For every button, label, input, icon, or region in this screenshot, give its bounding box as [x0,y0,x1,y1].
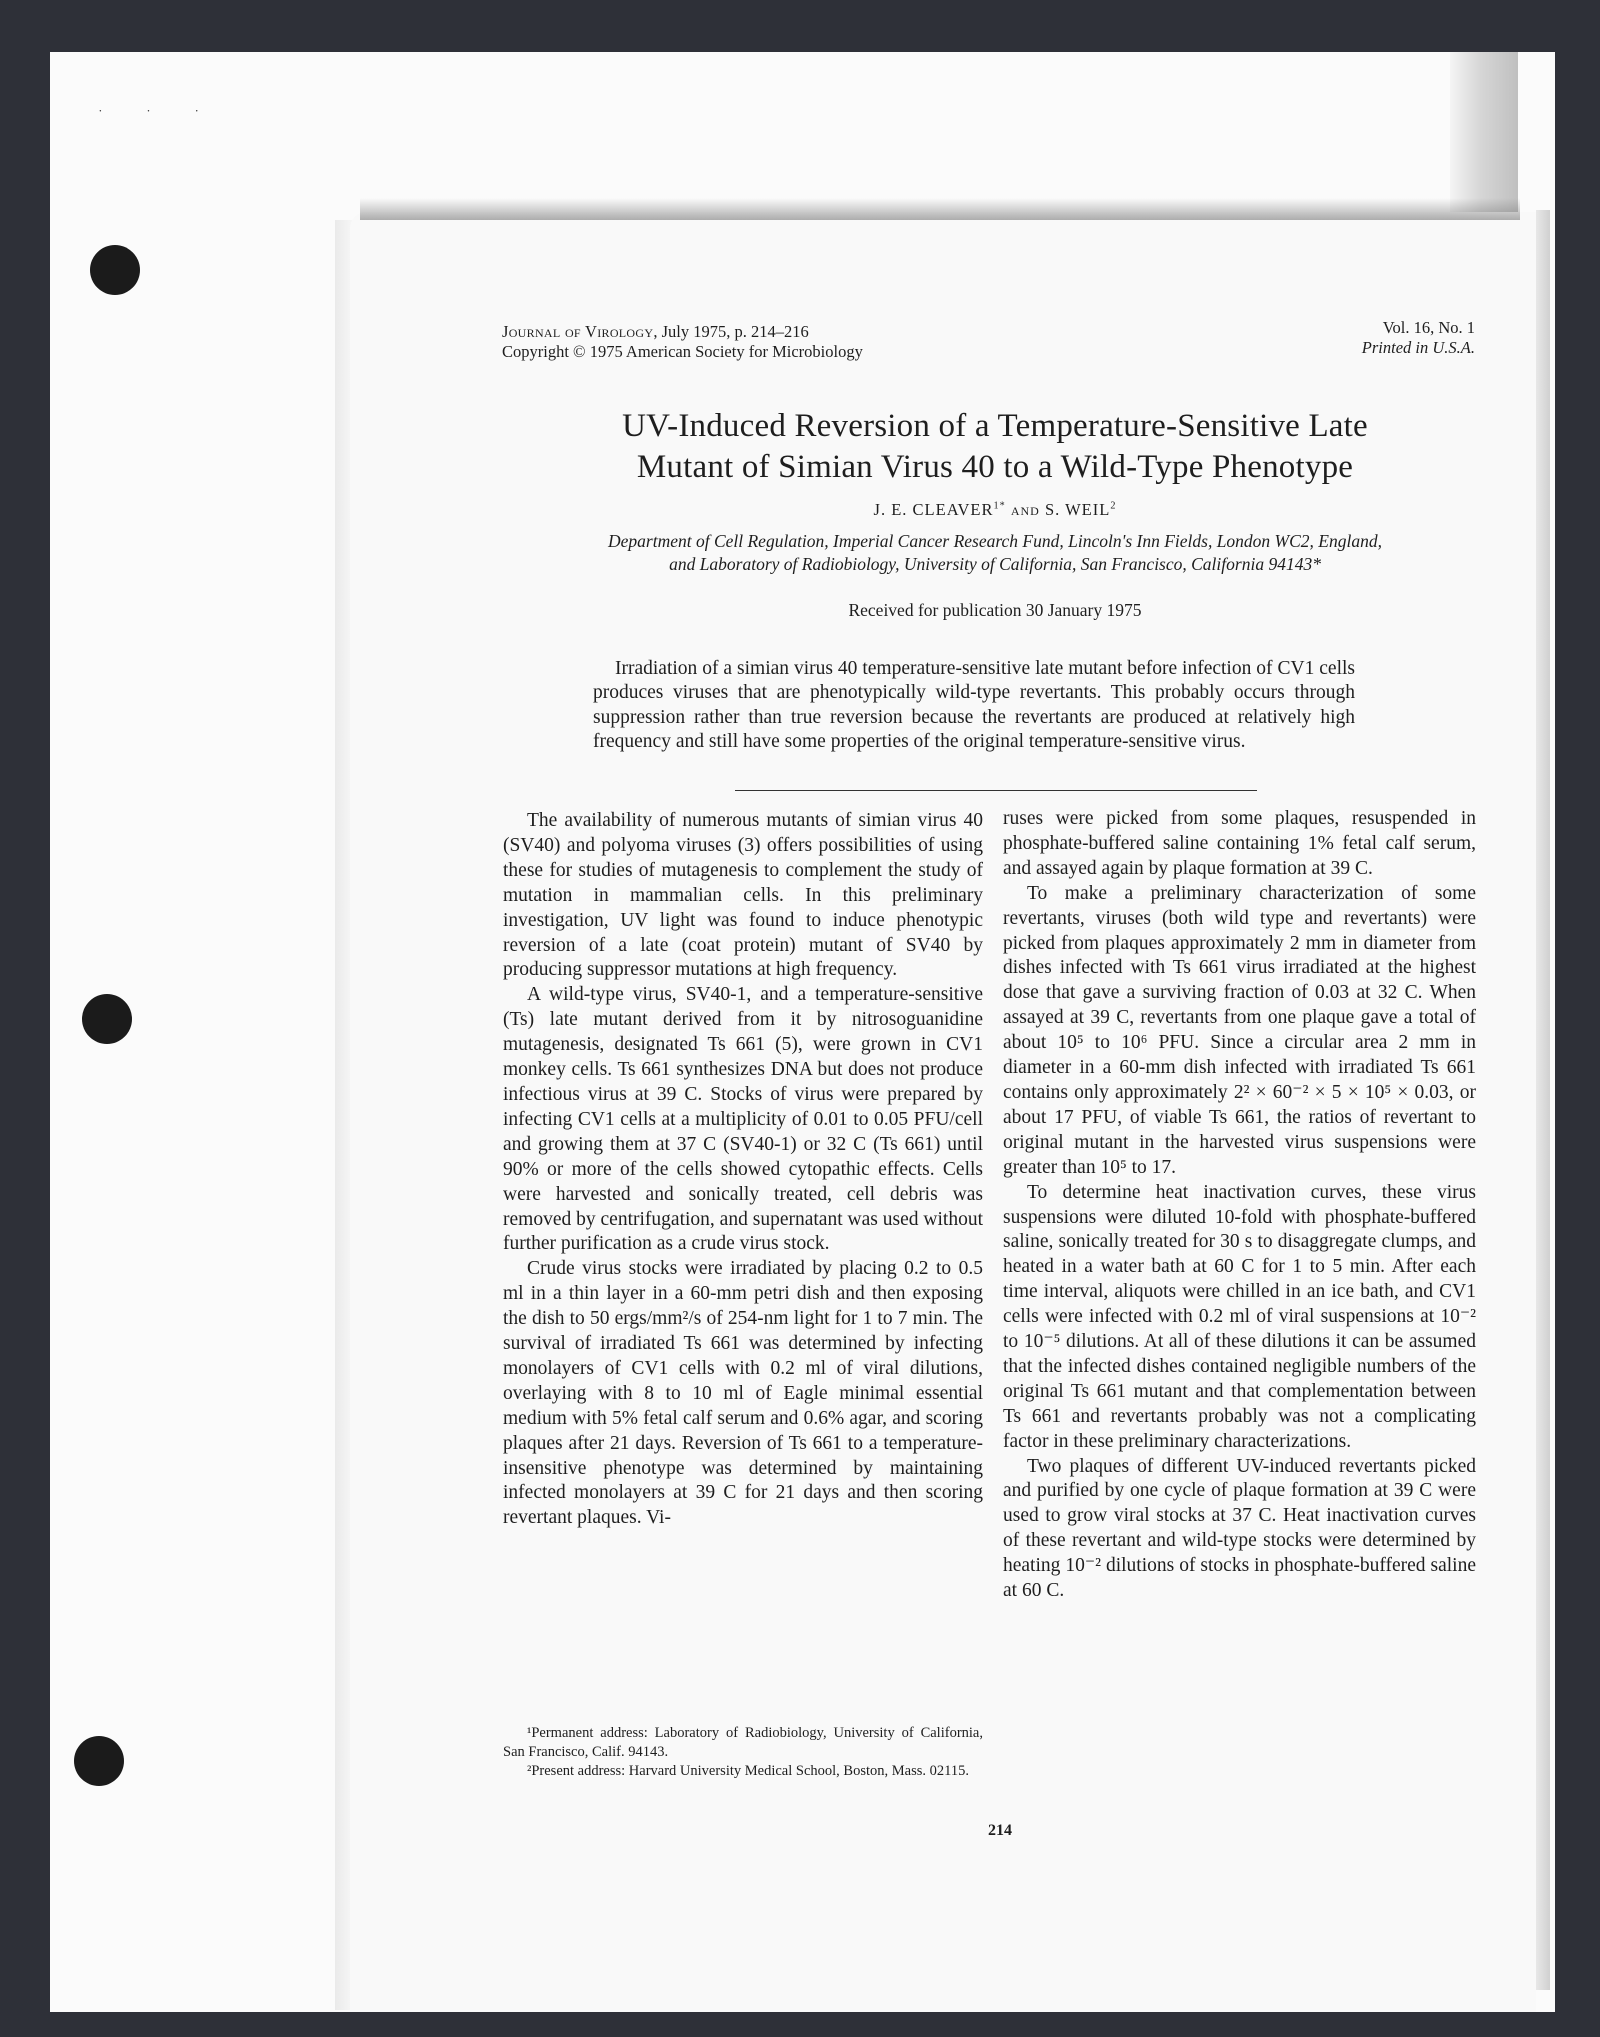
abstract-text: Irradiation of a simian virus 40 temperature-sensitive late mutant before infection of CV1 cells produces viruses that are phenotypically wild-type revertants. This probably occurs through suppression rather than true reversion because the revertants are produced at relatively high frequency and still have some properties of the original temperature-sensitive virus. [593,658,1355,752]
journal-citation [502,322,1062,342]
author-1-marks: 1* [993,500,1006,512]
paragraph: The availability of numerous mutants of simian virus 40 (SV40) and polyoma viruses (3) offers possibilities of using these for studies of mutagenesis to complement the study of mutation in mammalian cells. In this preliminary investigation, UV light was found to induce phenotypic reversion of a late (coat protein) mutant of SV40 by producing suppressor mutations at high frequency. [503,810,983,981]
footnotes [503,1724,983,1782]
paragraph: Two plaques of different UV-induced revertants picked and purified by one cycle of plaque formation at 39 C were used to grow viral stocks at 37 C. Heat inactivation curves of these revertant and wild-type stocks were determined by heating 10⁻² dilutions of stocks in phosphate-buffered saline at 60 C. [1003,1455,1476,1602]
affiliation-line-2: and Laboratory of Radiobiology, University of California, San Francisco, California 94143* [669,554,1321,574]
title-line-2: Mutant of Simian Virus 40 to a Wild-Type Phenotype [636,449,1354,485]
affiliations [470,530,1520,576]
volume-header [1240,318,1475,358]
punch-hole-middle [82,994,132,1044]
copyright-line: Copyright © 1975 American Society for Microbiology [502,342,863,361]
page-right-edge [1536,210,1550,1990]
paragraph: Crude virus stocks were irradiated by placing 0.2 to 0.5 ml in a thin layer in a 60-mm petri dish and then exposing the dish to 50 ergs/mm²/s of 254-nm light for 1 to 7 min. The survival of irradiated Ts 661 was determined by infecting monolayers of CV1 cells with 0.2 ml of viral dilutions, overlaying with 8 to 10 ml of Eagle minimal essential medium with 5% fetal calf serum and 0.6% agar, and scoring plaques after 21 days. Reversion of Ts 661 to a temperature-insensitive phenotype was determined by maintaining infected monolayers at 39 C for 21 days and then scoring revertant plaques. Vi- [503,1258,983,1529]
journal-name: Journal of Virology [502,322,654,341]
back-page-edge [1450,52,1518,212]
punch-hole-bottom [74,1736,124,1786]
paragraph: To determine heat inactivation curves, these virus suspensions were diluted 10-fold with phosphate-buffered saline, sonically treated for 30 s to disaggregate clumps, and heated in a water bath at 60 C for 1 to 5 min. After each time interval, aliquots were chilled in an ice bath, and CV1 cells were infected with 0.2 ml of viral suspensions at 10⁻² to 10⁻⁵ dilutions. At all of these dilutions it can be assumed that the infected dishes contained negligible numbers of the original Ts 661 mutant and that complementation between Ts 661 and revertants probably was not a complicating factor in these preliminary characterizations. [1003,1181,1476,1452]
scan-specks: ˙ ˙ ˙ [98,108,219,123]
author-line [480,500,1510,520]
received-date: Received for publication 30 January 1975 [848,600,1142,620]
body-column-left [503,809,983,1531]
journal-issue-info: , July 1975, p. 214–216 [653,322,809,341]
author-2: S. WEIL [1044,500,1111,519]
author-2-marks: 2 [1110,500,1117,512]
journal-header [502,322,1062,362]
paragraph: A wild-type virus, SV40-1, and a temperature-sensitive (Ts) late mutant derived from it by nitrosoguanidine mutagenesis, designated Ts 661 (5), were grown in CV1 monkey cells. Ts 661 synthesizes DNA but does not produce infectious virus at 39 C. Stocks of virus were prepared by infecting CV1 cells at a multiplicity of 0.01 to 0.05 PFU/cell and growing them at 37 C (SV40-1) or 32 C (Ts 661) until 90% or more of the cells showed cytopathic effects. Cells were harvested and sonically treated, cell debris was removed by centrifugation, and supernatant was used without further purification as a crude virus stock. [503,984,983,1255]
abstract [593,657,1355,754]
affiliation-line-1: Department of Cell Regulation, Imperial Cancer Research Fund, Lincoln's Inn Fields, London WC2, England, [608,531,1382,551]
abstract-divider [735,790,1257,791]
body-column-right [1003,807,1476,1604]
page-number: 214 [988,1822,1012,1839]
footnote-1: ¹Permanent address: Laboratory of Radiobiology, University of California, San Francisco, Calif. 94143. [503,1725,983,1761]
article-title [480,406,1510,488]
author-1: J. E. CLEAVER [873,500,994,519]
volume-info: Vol. 16, No. 1 [1382,318,1475,337]
title-line-1: UV-Induced Reversion of a Temperature-Sensitive Late [622,408,1368,444]
author-and: and [1010,500,1040,519]
printed-in: Printed in U.S.A. [1361,338,1475,357]
footnote-2: ²Present address: Harvard University Medical School, Boston, Mass. 02115. [527,1763,969,1780]
page-top-shadow [360,198,1520,220]
punch-hole-top [90,245,140,295]
paragraph: To make a preliminary characterization of some revertants, viruses (both wild type and revertants) were picked from plaques approximately 2 mm in diameter from dishes infected with Ts 661 virus irradiated at the highest dose that gave a surviving fraction of 0.03 at 32 C. When assayed at 39 C, revertants from one plaque gave a total of about 10⁵ to 10⁶ PFU. Since a circular area 2 mm in diameter in a 60-mm dish infected with irradiated Ts 661 contains only approximately 2² × 60⁻² × 5 × 10⁵ × 0.03, or about 17 PFU, of viable Ts 661, the ratios of revertant to original mutant in the harvested virus suspensions were greater than 10⁵ to 17. [1003,882,1476,1178]
paragraph: ruses were picked from some plaques, resuspended in phosphate-buffered saline containing 1% fetal calf serum, and assayed again by plaque formation at 39 C. [1003,808,1476,879]
